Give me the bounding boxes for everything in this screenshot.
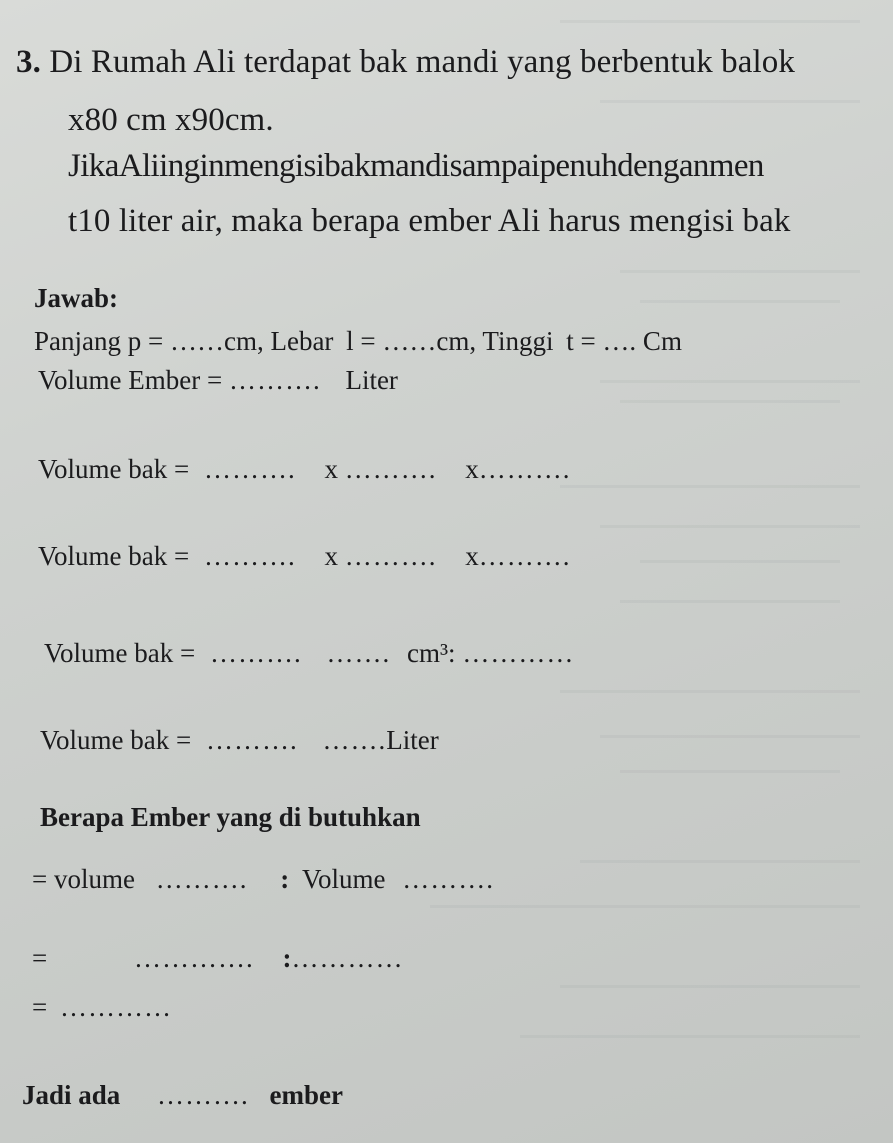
blank: ……….	[209, 638, 302, 668]
blank: ……….	[157, 1080, 249, 1110]
ember-line-1	[32, 866, 494, 893]
question-line-4: t10 liter air, maka berapa ember Ali harus mengisi bak	[68, 203, 791, 239]
ember-line-3	[32, 994, 172, 1021]
lebar-label: Lebar	[270, 326, 334, 356]
dimensions-line	[34, 328, 682, 355]
volume-bak-line-3	[44, 640, 574, 667]
volume-ember-unit: Liter	[345, 365, 398, 395]
times-sign: x	[465, 541, 479, 571]
blank: ……….	[402, 864, 494, 894]
blank: …….	[322, 725, 387, 755]
ember-volume-word: Volume	[301, 864, 386, 894]
times-sign: x	[465, 454, 479, 484]
blank: ………….	[133, 943, 254, 973]
tinggi-label: Tinggi	[482, 326, 554, 356]
times-sign: x	[324, 454, 338, 484]
conclusion-line	[22, 1082, 343, 1109]
volume-bak-label: Volume bak =	[38, 454, 190, 484]
question-text-1: Di Rumah Ali terdapat bak mandi yang berbentuk balok	[49, 44, 795, 80]
blank: ……….	[155, 864, 248, 894]
blank: ……….	[344, 541, 437, 571]
blank: …….	[326, 638, 391, 668]
question-line-3: JikaAliinginmengisibakmandisampaipenuhdenganmen	[68, 148, 764, 184]
lebar-expression: l = ……cm,	[346, 326, 477, 356]
volume-bak-label: Volume bak =	[38, 541, 190, 571]
liter-unit: Liter	[386, 725, 439, 755]
blank: …………	[462, 638, 575, 668]
volume-ember-blank: ……….	[228, 365, 321, 395]
volume-ember-label: Volume Ember =	[38, 365, 223, 395]
blank: ……….	[478, 541, 571, 571]
panjang-label: Panjang	[34, 326, 121, 356]
ember-prefix: =	[32, 992, 48, 1022]
blank: …………	[59, 992, 172, 1022]
blank: …………	[291, 943, 404, 973]
blank: ……….	[205, 725, 298, 755]
panjang-expression: p = ……cm,	[127, 326, 264, 356]
conclusion-prefix: Jadi ada	[22, 1080, 121, 1110]
division-colon: :	[280, 864, 290, 894]
cubic-cm-unit: cm³:	[406, 638, 456, 668]
volume-bak-line-2	[38, 543, 570, 570]
volume-bak-label: Volume bak =	[44, 638, 196, 668]
ember-line-2	[32, 945, 403, 972]
question-number: 3.	[16, 44, 41, 80]
question-line-1	[16, 46, 795, 79]
conclusion-suffix: ember	[269, 1080, 344, 1110]
volume-bak-line-4	[40, 727, 439, 754]
answer-heading: Jawab:	[34, 283, 119, 313]
question-line-2: x80 cm x90cm.	[68, 102, 274, 138]
ember-prefix: =	[32, 943, 48, 973]
ember-heading: Berapa Ember yang di butuhkan	[40, 802, 421, 832]
volume-bak-label: Volume bak =	[40, 725, 192, 755]
division-colon: :	[282, 943, 292, 973]
blank: ……….	[344, 454, 437, 484]
times-sign: x	[324, 541, 338, 571]
blank: ……….	[478, 454, 571, 484]
volume-ember-line	[38, 367, 398, 394]
blank: ……….	[203, 541, 296, 571]
tinggi-expression: t = …. Cm	[566, 326, 682, 356]
blank: ……….	[203, 454, 296, 484]
ember-prefix: = volume	[32, 864, 135, 894]
volume-bak-line-1	[38, 456, 570, 483]
